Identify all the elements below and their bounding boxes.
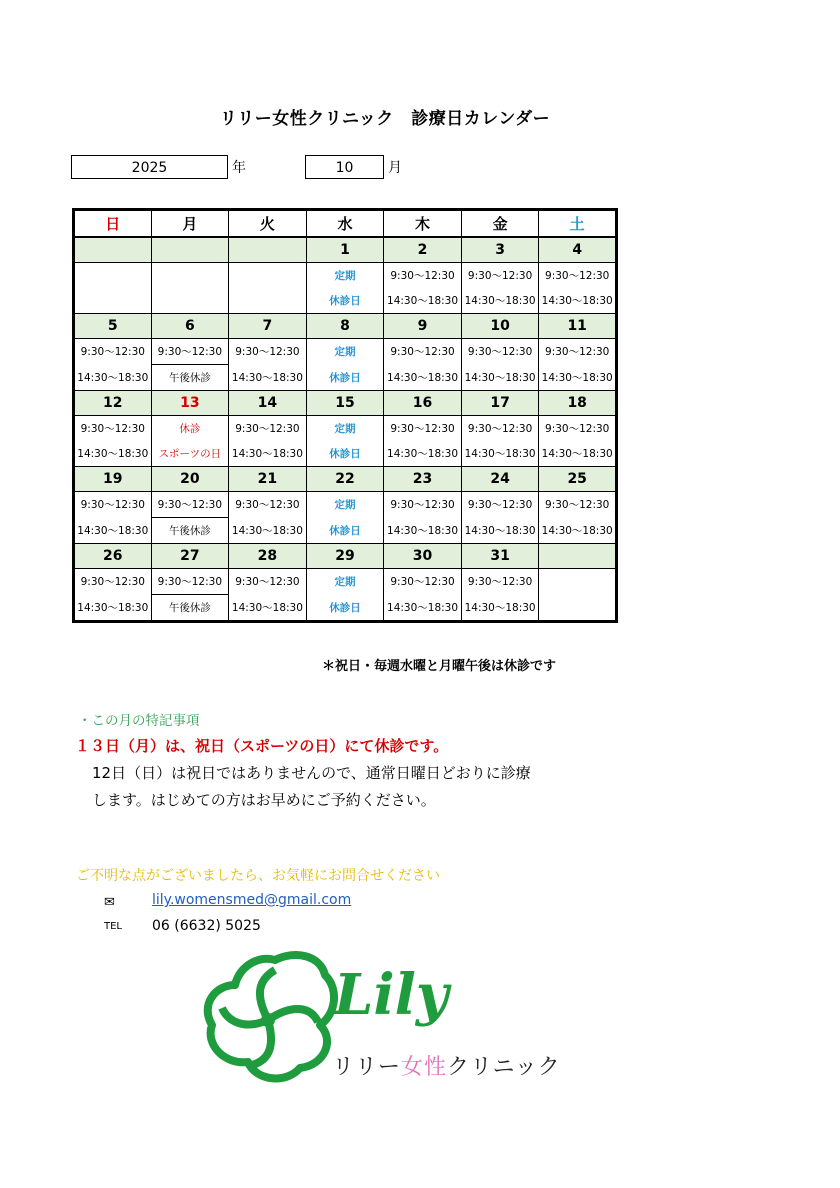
hours-cell: 9:30～12:30 [461,492,539,518]
hours-cell: 14:30～18:30 [74,441,152,467]
hours-cell: 14:30～18:30 [384,518,462,544]
date-cell: 9 [384,314,462,339]
wednesday-closed-cell: 定期 [306,339,384,365]
hours-cell: 9:30～12:30 [229,339,307,365]
hours-cell: 9:30～12:30 [384,492,462,518]
hours-cell: 14:30～18:30 [74,365,152,391]
closure-note: ＊祝日・毎週水曜と月曜午後は休診です [322,659,557,674]
hours-cell: 14:30～18:30 [461,518,539,544]
week-5-row2 [74,595,617,622]
date-cell: 13 [151,391,229,416]
week-2-row1 [74,339,617,365]
wednesday-closed-cell: 休診日 [306,518,384,544]
date-cell: 30 [384,544,462,569]
hours-cell: 14:30～18:30 [74,595,152,622]
hours-cell: 14:30～18:30 [461,441,539,467]
notice-line-3: します。はじめての方はお早めにご予約ください。 [92,791,436,809]
date-cell: 26 [74,544,152,569]
weekday-mon: 月 [151,210,229,238]
date-cell: 5 [74,314,152,339]
date-cell: 8 [306,314,384,339]
logo-wordmark: Lily [334,962,449,1028]
wednesday-closed-cell: 休診日 [306,288,384,314]
date-cell: 31 [461,544,539,569]
hours-cell [229,263,307,289]
week-4-row1 [74,492,617,518]
wednesday-closed-cell: 休診日 [306,365,384,391]
hours-cell: 9:30～12:30 [461,263,539,289]
hours-cell: 9:30～12:30 [461,416,539,442]
date-cell: 1 [306,237,384,263]
contact-prompt: ご不明な点がございましたら、お気軽にお問合せください [76,868,440,884]
wednesday-closed-cell: 休診日 [306,441,384,467]
section-title: ・この月の特記事項 [78,713,200,729]
wednesday-closed-cell: 定期 [306,492,384,518]
week-1-dates [74,237,617,263]
hours-cell: 午後休診 [151,595,229,622]
weekday-sun: 日 [74,210,152,238]
hours-cell: 9:30～12:30 [151,569,229,595]
hours-cell: 14:30～18:30 [384,365,462,391]
hours-cell: 休診 [151,416,229,442]
hours-cell: 14:30～18:30 [229,441,307,467]
hours-cell: 9:30～12:30 [384,416,462,442]
weekday-tue: 火 [229,210,307,238]
hours-cell: 9:30～12:30 [74,492,152,518]
hours-cell: 14:30～18:30 [384,288,462,314]
date-cell [229,237,307,263]
date-cell [151,237,229,263]
hours-cell: 9:30～12:30 [461,569,539,595]
date-cell: 15 [306,391,384,416]
hours-cell: 9:30～12:30 [461,339,539,365]
hours-cell: 14:30～18:30 [461,595,539,622]
hours-cell: 14:30～18:30 [461,288,539,314]
hours-cell: 14:30～18:30 [229,595,307,622]
hours-cell: 9:30～12:30 [539,492,617,518]
logo-sub-pink: 女性 [401,1055,448,1080]
week-5-dates [74,544,617,569]
hours-cell: 9:30～12:30 [384,339,462,365]
hours-cell: 9:30～12:30 [74,416,152,442]
date-cell: 12 [74,391,152,416]
date-cell: 29 [306,544,384,569]
month-unit: 月 [388,160,402,176]
date-cell: 20 [151,467,229,492]
week-5-row1 [74,569,617,595]
hours-cell: 9:30～12:30 [229,416,307,442]
hours-cell: スポーツの日 [151,441,229,467]
date-cell: 22 [306,467,384,492]
hours-cell: 14:30～18:30 [539,365,617,391]
hours-cell: 9:30～12:30 [151,492,229,518]
hours-cell: 14:30～18:30 [229,365,307,391]
hours-cell: 9:30～12:30 [151,339,229,365]
hours-cell: 9:30～12:30 [539,416,617,442]
date-cell: 6 [151,314,229,339]
page-title: リリー女性クリニック 診療日カレンダー [219,109,551,129]
hours-cell [151,263,229,289]
hours-cell: 9:30～12:30 [229,569,307,595]
hours-cell [539,595,617,622]
logo-clinic-name [332,1050,561,1081]
hours-cell [539,569,617,595]
hours-cell: 14:30～18:30 [539,288,617,314]
year-unit: 年 [232,160,246,176]
phone-number: 06 (6632) 5025 [152,918,261,934]
hours-cell: 9:30～12:30 [384,263,462,289]
notice-line-2: 12日（日）は祝日ではありませんので、通常日曜日どおりに診療 [92,764,531,782]
logo-sub-pre: リリー [332,1055,402,1080]
hours-cell: 14:30～18:30 [461,365,539,391]
hours-cell: 14:30～18:30 [384,441,462,467]
hours-cell: 9:30～12:30 [74,339,152,365]
date-cell [539,544,617,569]
hours-cell [229,288,307,314]
week-3-row1 [74,416,617,442]
hours-cell: 9:30～12:30 [539,263,617,289]
date-cell [74,237,152,263]
week-2-row2 [74,365,617,391]
envelope-icon: ✉ [104,895,115,910]
date-cell: 11 [539,314,617,339]
hours-cell: 14:30～18:30 [74,518,152,544]
date-cell: 14 [229,391,307,416]
date-cell: 23 [384,467,462,492]
email-link[interactable]: lily.womensmed@gmail.com [152,892,352,908]
hours-cell: 午後休診 [151,365,229,391]
hours-cell [74,263,152,289]
week-4-dates [74,467,617,492]
date-cell: 24 [461,467,539,492]
date-cell: 28 [229,544,307,569]
week-3-dates [74,391,617,416]
hours-cell: 9:30～12:30 [539,339,617,365]
hours-cell: 14:30～18:30 [539,441,617,467]
week-4-row2 [74,518,617,544]
notice-headline: １３日（月）は、祝日（スポーツの日）にて休診です。 [75,737,449,755]
date-cell: 17 [461,391,539,416]
wednesday-closed-cell: 定期 [306,569,384,595]
weekday-sat: 土 [539,210,617,238]
wednesday-closed-cell: 定期 [306,416,384,442]
date-cell: 27 [151,544,229,569]
hours-cell: 9:30～12:30 [384,569,462,595]
wednesday-closed-cell: 休診日 [306,595,384,622]
date-cell: 10 [461,314,539,339]
hours-cell: 9:30～12:30 [74,569,152,595]
hours-cell: 14:30～18:30 [384,595,462,622]
year-field: 2025 [71,155,228,179]
date-cell: 19 [74,467,152,492]
weekday-fri: 金 [461,210,539,238]
date-cell: 4 [539,237,617,263]
logo-sub-post: クリニック [447,1055,561,1080]
hours-cell [151,288,229,314]
date-cell: 7 [229,314,307,339]
month-field: 10 [305,155,384,179]
date-cell: 21 [229,467,307,492]
hours-cell [74,288,152,314]
hours-cell: 9:30～12:30 [229,492,307,518]
date-cell: 2 [384,237,462,263]
hours-cell: 14:30～18:30 [229,518,307,544]
tel-label: TEL [104,921,122,932]
weekday-header-row [74,210,617,238]
weekday-wed: 水 [306,210,384,238]
notice-line-1 [75,735,448,756]
week-3-row2 [74,441,617,467]
week-1-row1 [74,263,617,289]
weekday-thu: 木 [384,210,462,238]
calendar-table [72,208,618,623]
week-2-dates [74,314,617,339]
date-cell: 18 [539,391,617,416]
hours-cell: 14:30～18:30 [539,518,617,544]
wednesday-closed-cell: 定期 [306,263,384,289]
hours-cell: 午後休診 [151,518,229,544]
date-cell: 25 [539,467,617,492]
date-cell: 3 [461,237,539,263]
date-cell: 16 [384,391,462,416]
week-1-row2 [74,288,617,314]
